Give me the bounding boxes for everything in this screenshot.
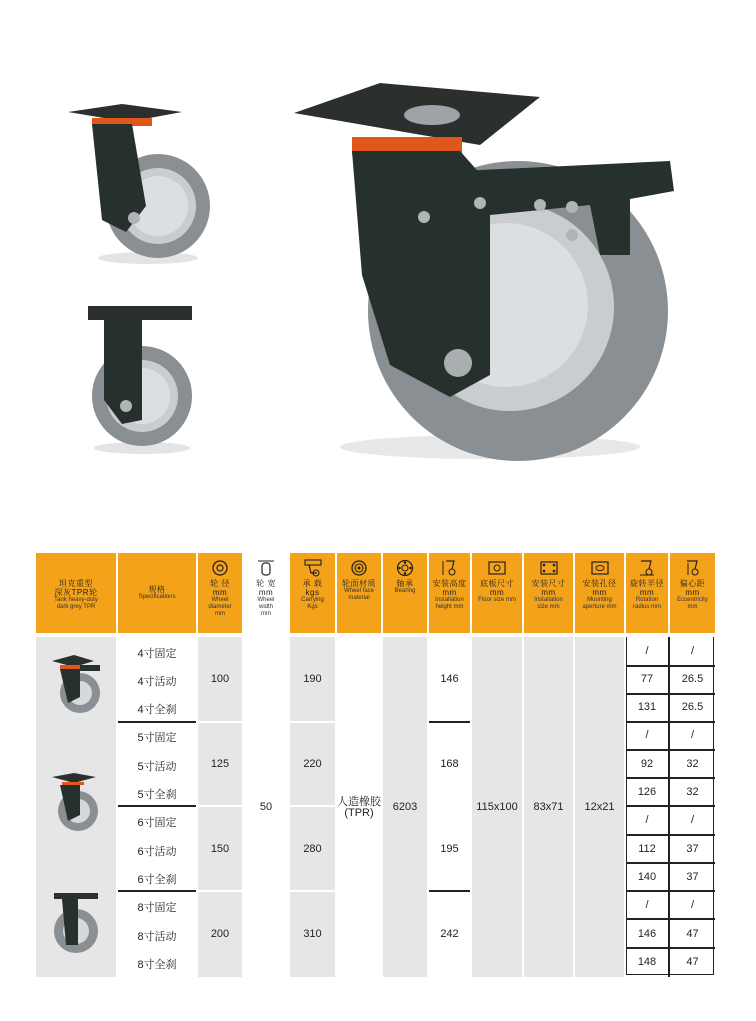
header-rotation-zh2: mm (639, 588, 655, 597)
header-width-zh2: mm (258, 588, 274, 597)
eccentricity-value: 26.5 (681, 673, 704, 685)
divider-load-3 (290, 890, 335, 892)
header-install-zh1: 安装尺寸 (531, 579, 566, 588)
header-material-en1: Wheel face (343, 588, 374, 594)
header-floor-zh1: 底板尺寸 (480, 579, 514, 588)
load-220: 220 (303, 758, 322, 770)
rotation-radius-value: 92 (640, 758, 654, 770)
header-bearing-en: Bearing (394, 588, 416, 594)
rotation-radius-value: 126 (637, 786, 657, 798)
divider-diameter-3 (198, 890, 242, 892)
eccentricity-value: / (690, 729, 695, 741)
spec-row-label: 8寸全刹 (137, 959, 177, 971)
header-material (337, 553, 381, 633)
header-material-en2: material (348, 595, 370, 601)
rotation-radius-value: / (645, 814, 649, 826)
header-width-en1: Wheel (257, 597, 275, 603)
header-hole-en2: aperture mm (582, 604, 617, 610)
eccentricity-value: / (690, 645, 695, 657)
header-width (244, 553, 288, 633)
diameter-column (198, 637, 242, 977)
spec-row-label: 4寸固定 (137, 648, 177, 660)
divider-height-3 (429, 890, 470, 892)
rotation-radius-value: 112 (638, 843, 656, 855)
spec-row-label: 6寸全刹 (137, 874, 177, 886)
divider-load-1 (290, 721, 335, 723)
rotation-radius-value: 146 (637, 928, 657, 940)
floor-size-value: 115x100 (476, 801, 518, 813)
eccentricity-value: / (690, 899, 695, 911)
header-ecc-zh2: mm (685, 588, 700, 597)
header-series (36, 553, 116, 633)
header-hole-zh2: mm (592, 588, 607, 597)
header-height-zh1: 安装高度 (432, 579, 467, 588)
rotation-radius-icon (638, 559, 656, 577)
header-series-zh2: 深灰TPR轮 (54, 588, 98, 597)
header-height-zh2: mm (442, 588, 457, 597)
rotation-radius-value: 148 (637, 956, 657, 968)
rigid-caster-thumb (50, 889, 104, 957)
header-load-en2: Kgs (307, 604, 318, 610)
header-ecc-en2: mm (687, 604, 698, 610)
spec-row-label: 5寸活动 (137, 761, 177, 773)
header-floor (472, 553, 522, 633)
diameter-200: 200 (210, 928, 230, 940)
header-diameter-en1: Wheel (211, 597, 229, 603)
header-rotation-en1: Rotation (635, 597, 659, 603)
diameter-100: 100 (210, 673, 230, 685)
spec-row-label: 4寸活动 (137, 676, 177, 688)
header-diameter-en2: diameter (208, 604, 232, 610)
header-install-en1: Installation (534, 597, 563, 603)
eccentricity-value: / (690, 814, 695, 826)
bearing-icon (396, 559, 414, 577)
header-floor-zh2: mm (489, 588, 505, 597)
height-146: 146 (440, 673, 459, 685)
header-bearing-zh: 轴承 (396, 579, 414, 588)
header-rotation-zh1: 旋转半径 (630, 579, 664, 588)
header-width-zh1: 轮 宽 (256, 579, 276, 588)
hole-size-value: 12x21 (584, 801, 615, 813)
header-spec-en: Specifications (138, 594, 176, 600)
spec-table (36, 553, 715, 977)
header-install-en2: size mm (537, 604, 560, 610)
header-series-en2: dark grey TPR (56, 604, 96, 610)
divider-spec-3 (118, 890, 196, 892)
header-width-en2: width (258, 604, 273, 610)
eccentricity-value: 47 (686, 928, 699, 940)
header-spec-zh: 规格 (148, 585, 166, 594)
header-eccentricity (670, 553, 715, 633)
header-spec (118, 553, 196, 633)
rotation-radius-value: / (645, 729, 649, 741)
install-size-value: 83x71 (533, 801, 564, 813)
header-series-en1: Tank heavy-duty (54, 597, 98, 603)
height-column (429, 637, 470, 977)
header-load-en1: Carrying (301, 597, 324, 603)
eccentricity-icon (684, 559, 702, 577)
swivel-caster-thumb (48, 771, 104, 835)
header-height-en2: height mm (435, 604, 464, 610)
brake-caster-thumb (46, 653, 104, 717)
header-rotation-en2: radius mm (632, 604, 661, 610)
wheel-material-icon (350, 559, 368, 577)
rotation-radius-value: 77 (640, 673, 654, 685)
header-diameter-en3: mm (215, 611, 225, 617)
rotation-radius-value: / (645, 899, 649, 911)
divider-spec-2 (118, 805, 196, 807)
eccentricity-value: 47 (686, 956, 699, 968)
wheel-width-value: 50 (259, 801, 273, 813)
brake-caster-image (290, 75, 690, 465)
floor-size-icon (486, 559, 508, 577)
load-190: 190 (303, 673, 322, 685)
eccentricity-value: 32 (686, 758, 699, 770)
header-hole-zh1: 安装孔径 (582, 579, 617, 588)
header-height (429, 553, 470, 633)
header-series-zh1: 坦克重型 (59, 579, 93, 588)
header-hole (575, 553, 624, 633)
diameter-150: 150 (210, 843, 230, 855)
header-install-zh2: mm (541, 588, 556, 597)
spec-row-label: 8寸活动 (137, 931, 177, 943)
mounting-aperture-icon (589, 559, 611, 577)
divider-height-1 (429, 721, 470, 723)
spec-row-label: 6寸固定 (137, 817, 177, 829)
divider-load-2 (290, 805, 335, 807)
header-load-zh2: kgs (305, 588, 320, 597)
swivel-caster-image (62, 100, 212, 265)
rigid-caster-image (82, 300, 202, 455)
diameter-125: 125 (210, 758, 230, 770)
header-material-zh: 轮面材质 (342, 579, 376, 588)
wheel-width-icon (257, 559, 275, 577)
material-value-1: 人造橡胶 (337, 796, 381, 808)
height-195: 195 (440, 843, 459, 855)
header-floor-en: Floor size mm (478, 597, 516, 603)
bearing-value: 6203 (392, 801, 418, 813)
eccentricity-value: 32 (686, 786, 699, 798)
load-310: 310 (303, 928, 322, 940)
height-168: 168 (440, 758, 459, 770)
rotation-radius-value: / (645, 645, 649, 657)
height-242: 242 (440, 928, 459, 940)
spec-row-label: 5寸全刹 (137, 789, 177, 801)
header-bearing (383, 553, 427, 633)
header-rotation (626, 553, 668, 633)
header-hole-en1: Mounting (587, 597, 612, 603)
installation-height-icon (441, 559, 459, 577)
load-280: 280 (303, 843, 322, 855)
spec-row-label: 5寸固定 (137, 732, 177, 744)
load-icon (303, 559, 323, 577)
eccentricity-value: 26.5 (681, 701, 704, 713)
eccentricity-value: 37 (686, 843, 699, 855)
spec-row-label: 4寸全刹 (137, 704, 177, 716)
header-width-en3: mm (261, 611, 271, 617)
header-diameter (198, 553, 242, 633)
divider-spec-1 (118, 721, 196, 723)
rot-ecc-frame (626, 637, 714, 975)
header-height-en1: Installation (435, 597, 464, 603)
wheel-diameter-icon (211, 559, 229, 577)
eccentricity-value: 37 (686, 871, 699, 883)
header-ecc-en1: Eccentricity (677, 597, 708, 603)
divider-diameter-2 (198, 805, 242, 807)
header-load (290, 553, 335, 633)
rotation-radius-value: 131 (637, 701, 657, 713)
installation-size-icon (538, 559, 560, 577)
rotation-radius-value: 140 (637, 871, 657, 883)
rot-ecc-separator (668, 637, 670, 977)
header-load-zh1: 承 载 (302, 579, 323, 588)
material-value-2: (TPR) (344, 807, 374, 819)
header-ecc-zh1: 偏心距 (679, 579, 706, 588)
spec-row-label: 8寸固定 (137, 902, 177, 914)
header-install (524, 553, 573, 633)
header-diameter-zh1: 轮 径 (210, 579, 230, 588)
divider-diameter-1 (198, 721, 242, 723)
spec-row-label: 6寸活动 (137, 846, 177, 858)
load-column (290, 637, 335, 977)
header-diameter-zh2: mm (212, 588, 228, 597)
